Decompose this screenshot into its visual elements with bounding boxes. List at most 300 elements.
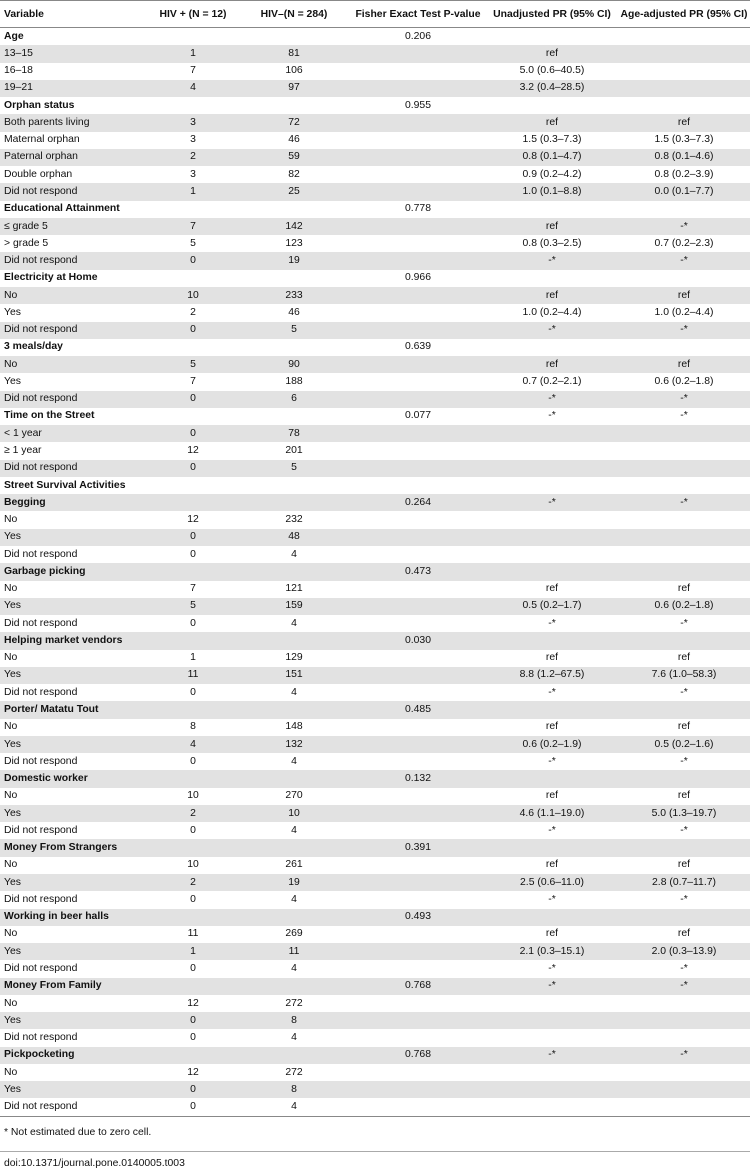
cell-p-value	[350, 356, 486, 373]
table-row	[0, 252, 750, 269]
cell-age-adjusted-pr	[618, 97, 750, 114]
table-row	[0, 943, 750, 960]
table-row	[0, 442, 750, 459]
cell-hiv-positive	[148, 770, 238, 787]
cell-hiv-positive: 0	[148, 322, 238, 339]
cell-variable: Orphan status	[4, 99, 75, 111]
cell-unadjusted-pr: -*	[486, 978, 618, 995]
table-row	[0, 356, 750, 373]
cell-age-adjusted-pr	[618, 28, 750, 46]
cell-variable: No	[4, 997, 18, 1009]
cell-hiv-negative: 272	[285, 1066, 303, 1078]
header-unadjusted-pr: Unadjusted PR (95% CI)	[486, 1, 618, 28]
table-row	[0, 753, 750, 770]
cell-variable: Did not respond	[0, 322, 148, 339]
table-row	[0, 149, 750, 166]
table-row-heading	[0, 978, 750, 995]
cell-hiv-negative	[238, 270, 350, 287]
cell-p-value	[350, 373, 486, 390]
cell-p-value: 0.493	[350, 909, 486, 926]
cell-age-adjusted-pr: 0.6 (0.2–1.8)	[654, 375, 714, 387]
table-row	[0, 373, 750, 390]
cell-variable: Money From Strangers	[0, 839, 148, 856]
header-age-adjusted-pr: Age-adjusted PR (95% CI)	[618, 1, 750, 28]
cell-hiv-positive: 1	[190, 652, 196, 664]
cell-variable: 19–21	[0, 80, 148, 97]
cell-unadjusted-pr: ref	[545, 790, 559, 802]
cell-unadjusted-pr	[486, 1064, 618, 1081]
cell-age-adjusted-pr	[618, 201, 750, 218]
cell-variable: Yes	[0, 1012, 148, 1029]
cell-age-adjusted-pr: 1.5 (0.3–7.3)	[654, 134, 714, 146]
doi-text: doi:10.1371/journal.pone.0140005.t003	[4, 1157, 185, 1169]
cell-unadjusted-pr: ref	[545, 652, 559, 664]
table-row-heading	[0, 339, 750, 356]
cell-hiv-negative	[238, 339, 350, 356]
cell-hiv-negative: 5	[238, 322, 350, 339]
cell-p-value	[350, 1081, 486, 1098]
cell-hiv-positive: 1	[148, 45, 238, 62]
table-row	[0, 1081, 750, 1098]
cell-variable: Did not respond	[4, 548, 78, 560]
cell-hiv-positive: 3	[190, 168, 196, 180]
cell-p-value	[350, 943, 486, 960]
cell-unadjusted-pr	[486, 1081, 618, 1098]
cell-hiv-negative	[238, 563, 350, 580]
cell-p-value	[350, 615, 486, 632]
cell-hiv-negative: 4	[291, 1032, 297, 1044]
cell-unadjusted-pr	[486, 97, 618, 114]
cell-hiv-negative	[238, 97, 350, 114]
cell-p-value: 0.391	[350, 839, 486, 856]
cell-hiv-positive: 0	[148, 391, 238, 408]
table-row-heading	[0, 632, 750, 649]
table-row	[0, 218, 750, 235]
cell-variable: Domestic worker	[0, 770, 148, 787]
cell-p-value	[350, 252, 486, 269]
cell-hiv-positive: 1	[148, 183, 238, 200]
cell-variable: Did not respond	[0, 391, 148, 408]
cell-age-adjusted-pr	[618, 1098, 750, 1116]
cell-age-adjusted-pr: ref	[677, 583, 691, 595]
table-row	[0, 1098, 750, 1116]
cell-hiv-positive: 3	[148, 114, 238, 131]
cell-unadjusted-pr	[486, 1012, 618, 1029]
cell-hiv-negative: 132	[238, 736, 350, 753]
cell-hiv-positive	[148, 563, 238, 580]
cell-p-value	[350, 598, 486, 615]
cell-p-value	[350, 442, 486, 459]
cell-variable: Did not respond	[0, 460, 148, 477]
cell-hiv-negative	[238, 770, 350, 787]
cell-hiv-positive: 10	[148, 287, 238, 304]
table-row	[0, 788, 750, 805]
cell-unadjusted-pr: 3.2 (0.4–28.5)	[486, 80, 618, 97]
cell-variable: No	[4, 928, 18, 940]
cell-p-value	[350, 1012, 486, 1029]
cell-hiv-positive: 0	[148, 252, 238, 269]
cell-age-adjusted-pr: -*	[680, 962, 688, 974]
cell-hiv-positive: 0	[190, 893, 196, 905]
table-row	[0, 822, 750, 839]
cell-age-adjusted-pr: -*	[680, 824, 688, 836]
cell-p-value	[350, 287, 486, 304]
cell-p-value: 0.030	[350, 632, 486, 649]
table-row-heading	[0, 909, 750, 926]
cell-unadjusted-pr	[486, 1029, 618, 1046]
cell-hiv-positive: 3	[190, 134, 196, 146]
cell-p-value: 0.778	[404, 203, 431, 215]
cell-variable: 13–15	[0, 45, 148, 62]
cell-age-adjusted-pr: -*	[680, 893, 688, 905]
cell-unadjusted-pr: ref	[545, 928, 559, 940]
cell-hiv-positive: 2	[190, 306, 196, 318]
cell-unadjusted-pr: 8.8 (1.2–67.5)	[486, 667, 618, 684]
cell-age-adjusted-pr: 0.5 (0.2–1.6)	[618, 736, 750, 753]
cell-p-value: 0.206	[404, 30, 431, 42]
cell-variable: Yes	[0, 598, 148, 615]
cell-age-adjusted-pr	[618, 442, 750, 459]
cell-unadjusted-pr: ref	[486, 356, 618, 373]
cell-unadjusted-pr	[486, 770, 618, 787]
cell-unadjusted-pr	[486, 1098, 618, 1116]
cell-unadjusted-pr: ref	[486, 218, 618, 235]
cell-hiv-negative: 142	[238, 218, 350, 235]
cell-variable: Helping market vendors	[0, 632, 148, 649]
cell-p-value: 0.485	[350, 701, 486, 718]
cell-hiv-negative: 97	[238, 80, 350, 97]
cell-age-adjusted-pr: 2.0 (0.3–13.9)	[618, 943, 750, 960]
cell-hiv-negative: 123	[285, 237, 303, 249]
cell-unadjusted-pr: -*	[548, 755, 556, 767]
table-row-heading	[0, 839, 750, 856]
cell-variable: Yes	[0, 874, 148, 891]
cell-age-adjusted-pr: -*	[618, 252, 750, 269]
table-row-heading	[0, 563, 750, 580]
table-row-heading	[0, 494, 750, 511]
cell-unadjusted-pr: -*	[548, 686, 556, 698]
cell-hiv-negative: 4	[291, 686, 297, 698]
cell-age-adjusted-pr	[618, 1081, 750, 1098]
cell-p-value	[350, 1098, 486, 1116]
cell-hiv-positive: 0	[148, 460, 238, 477]
cell-unadjusted-pr: 2.1 (0.3–15.1)	[486, 943, 618, 960]
cell-unadjusted-pr: 0.6 (0.2–1.9)	[486, 736, 618, 753]
cell-variable: Did not respond	[4, 824, 78, 836]
cell-p-value: 0.955	[404, 99, 431, 111]
cell-age-adjusted-pr	[618, 1064, 750, 1081]
table-row	[0, 391, 750, 408]
cell-unadjusted-pr	[486, 270, 618, 287]
cell-variable: Age	[4, 30, 24, 42]
cell-variable: > grade 5	[4, 237, 49, 249]
cell-unadjusted-pr: 0.9 (0.2–4.2)	[522, 168, 582, 180]
cell-variable: No	[0, 287, 148, 304]
cell-variable: Did not respond	[4, 617, 78, 629]
cell-age-adjusted-pr: 0.8 (0.1–4.6)	[618, 149, 750, 166]
table-row-heading	[0, 770, 750, 787]
cell-p-value: 0.768	[350, 978, 486, 995]
cell-unadjusted-pr: -*	[548, 617, 556, 629]
cell-unadjusted-pr: 0.7 (0.2–2.1)	[522, 375, 582, 387]
cell-variable: Begging	[0, 494, 148, 511]
cell-hiv-positive	[148, 201, 238, 218]
table-row	[0, 63, 750, 80]
cell-age-adjusted-pr	[618, 1012, 750, 1029]
cell-hiv-positive: 11	[148, 667, 238, 684]
cell-p-value	[350, 425, 486, 442]
cell-p-value	[350, 460, 486, 477]
cell-unadjusted-pr: ref	[486, 114, 618, 131]
table-row	[0, 684, 750, 701]
cell-age-adjusted-pr	[618, 839, 750, 856]
cell-unadjusted-pr	[486, 839, 618, 856]
cell-hiv-negative: 8	[238, 1012, 350, 1029]
cell-hiv-negative: 25	[238, 183, 350, 200]
cell-p-value	[350, 391, 486, 408]
cell-p-value	[350, 667, 486, 684]
cell-variable: Both parents living	[0, 114, 148, 131]
cell-hiv-positive	[148, 408, 238, 425]
cell-p-value	[350, 235, 486, 252]
table-row-heading	[0, 408, 750, 425]
cell-unadjusted-pr	[486, 477, 618, 494]
cell-variable: Pickpocketing	[0, 1047, 148, 1064]
cell-unadjusted-pr	[486, 546, 618, 563]
cell-unadjusted-pr	[486, 339, 618, 356]
cell-hiv-positive	[148, 339, 238, 356]
cell-hiv-negative: 5	[238, 460, 350, 477]
table-row	[0, 322, 750, 339]
table-row	[0, 1012, 750, 1029]
cell-variable: No	[4, 790, 18, 802]
cell-hiv-negative: 19	[238, 874, 350, 891]
cell-hiv-negative: 129	[285, 652, 303, 664]
cell-hiv-negative: 4	[291, 824, 297, 836]
cell-hiv-negative: 59	[238, 149, 350, 166]
cell-hiv-negative: 201	[285, 445, 303, 456]
cell-hiv-positive: 0	[190, 824, 196, 836]
cell-hiv-negative	[238, 839, 350, 856]
cell-hiv-positive: 0	[190, 1032, 196, 1044]
table-row-heading	[0, 270, 750, 287]
table-row-heading	[0, 477, 750, 494]
cell-unadjusted-pr: ref	[486, 287, 618, 304]
table-row	[0, 425, 750, 442]
table-row	[0, 529, 750, 546]
table-row	[0, 736, 750, 753]
cell-variable: No	[4, 1066, 18, 1078]
cell-hiv-negative: 48	[238, 529, 350, 546]
cell-p-value: 0.264	[350, 494, 486, 511]
table-row-heading	[0, 701, 750, 718]
cell-hiv-positive: 0	[148, 529, 238, 546]
cell-variable: No	[4, 514, 18, 526]
header-fisher-p: Fisher Exact Test P-value	[350, 1, 486, 28]
cell-unadjusted-pr	[486, 201, 618, 218]
cell-hiv-negative: 4	[238, 1098, 350, 1116]
cell-hiv-positive: 2	[148, 874, 238, 891]
cell-unadjusted-pr: 2.5 (0.6–11.0)	[486, 874, 618, 891]
cell-hiv-negative: 72	[238, 114, 350, 131]
cell-hiv-positive: 7	[190, 375, 196, 387]
cell-variable: Yes	[0, 667, 148, 684]
table-row	[0, 511, 750, 528]
cell-hiv-positive: 7	[190, 583, 196, 595]
cell-age-adjusted-pr: ref	[677, 859, 691, 871]
cell-unadjusted-pr: 1.0 (0.1–8.8)	[486, 183, 618, 200]
cell-p-value	[350, 960, 486, 977]
cell-hiv-positive	[148, 909, 238, 926]
header-hiv-negative: HIV–(N = 284)	[238, 1, 350, 28]
cell-unadjusted-pr: 0.8 (0.3–2.5)	[522, 237, 582, 249]
cell-p-value	[350, 788, 486, 805]
cell-hiv-positive: 7	[190, 65, 196, 77]
cell-hiv-negative: 19	[238, 252, 350, 269]
cell-hiv-positive	[148, 477, 238, 494]
cell-age-adjusted-pr	[618, 995, 750, 1012]
cell-hiv-positive: 1	[148, 943, 238, 960]
cell-hiv-negative	[238, 978, 350, 995]
cell-p-value	[350, 183, 486, 200]
cell-unadjusted-pr: 0.8 (0.1–4.7)	[486, 149, 618, 166]
cell-age-adjusted-pr	[618, 701, 750, 718]
cell-age-adjusted-pr	[618, 529, 750, 546]
cell-hiv-positive: 12	[187, 445, 199, 456]
cell-hiv-negative: 106	[285, 65, 303, 77]
cell-age-adjusted-pr: ref	[618, 356, 750, 373]
cell-hiv-negative: 269	[285, 928, 303, 940]
cell-age-adjusted-pr: -*	[680, 686, 688, 698]
cell-hiv-negative: 272	[285, 997, 303, 1009]
cell-variable: Time on the Street	[4, 410, 95, 422]
cell-hiv-negative: 6	[238, 391, 350, 408]
table-row-heading	[0, 201, 750, 218]
table-row	[0, 926, 750, 943]
cell-p-value	[350, 529, 486, 546]
table-row	[0, 114, 750, 131]
table-row	[0, 995, 750, 1012]
cell-variable: Did not respond	[4, 893, 78, 905]
cell-p-value	[350, 995, 486, 1012]
cell-age-adjusted-pr: 0.7 (0.2–2.3)	[654, 237, 714, 249]
cell-hiv-negative: 232	[285, 514, 303, 526]
table-row	[0, 235, 750, 252]
cell-variable: No	[4, 652, 18, 664]
cell-hiv-negative	[238, 701, 350, 718]
cell-unadjusted-pr	[486, 28, 618, 46]
cell-variable: Street Survival Activities	[4, 479, 126, 491]
cell-p-value	[350, 874, 486, 891]
cell-p-value: 0.077	[404, 410, 431, 422]
cell-age-adjusted-pr	[618, 80, 750, 97]
cell-hiv-negative: 261	[285, 859, 303, 871]
cell-hiv-negative: 188	[285, 375, 303, 387]
table-row	[0, 960, 750, 977]
cell-p-value	[350, 684, 486, 701]
cell-p-value	[350, 891, 486, 908]
table-row	[0, 1029, 750, 1046]
cell-variable: No	[4, 721, 18, 733]
header-row	[0, 1, 750, 28]
cell-unadjusted-pr: -*	[548, 962, 556, 974]
cell-hiv-positive	[148, 28, 238, 46]
cell-variable: Yes	[0, 1081, 148, 1098]
table-row	[0, 615, 750, 632]
cell-age-adjusted-pr: ref	[677, 790, 691, 802]
table-body	[0, 28, 750, 1117]
cell-hiv-positive: 7	[148, 218, 238, 235]
cell-hiv-negative: 82	[288, 168, 300, 180]
table-row	[0, 891, 750, 908]
table-header	[0, 1, 750, 28]
cell-unadjusted-pr	[486, 701, 618, 718]
table-row	[0, 581, 750, 598]
cell-age-adjusted-pr	[618, 632, 750, 649]
table-row	[0, 132, 750, 149]
cell-unadjusted-pr	[486, 529, 618, 546]
cell-hiv-negative: 11	[238, 943, 350, 960]
cell-age-adjusted-pr: ref	[677, 652, 691, 664]
cell-age-adjusted-pr: -*	[618, 322, 750, 339]
cell-variable: Yes	[0, 943, 148, 960]
cell-hiv-negative: 4	[291, 548, 297, 560]
cell-hiv-positive: 0	[190, 686, 196, 698]
cell-p-value	[350, 114, 486, 131]
cell-age-adjusted-pr: 0.6 (0.2–1.8)	[618, 598, 750, 615]
cell-unadjusted-pr: -*	[548, 824, 556, 836]
cell-p-value: 0.768	[350, 1047, 486, 1064]
cell-variable: Paternal orphan	[0, 149, 148, 166]
cell-p-value	[350, 805, 486, 822]
cell-unadjusted-pr	[486, 995, 618, 1012]
cell-variable: Did not respond	[4, 962, 78, 974]
cell-p-value	[350, 1029, 486, 1046]
cell-variable: Maternal orphan	[4, 134, 80, 146]
cell-unadjusted-pr: 4.6 (1.1–19.0)	[486, 805, 618, 822]
cell-unadjusted-pr	[486, 909, 618, 926]
cell-p-value	[350, 218, 486, 235]
cell-variable: No	[4, 859, 18, 871]
cell-hiv-positive: 5	[190, 237, 196, 249]
cell-age-adjusted-pr: -*	[618, 218, 750, 235]
cell-hiv-negative	[238, 408, 350, 425]
cell-hiv-positive: 8	[190, 721, 196, 733]
cell-age-adjusted-pr	[618, 770, 750, 787]
cell-age-adjusted-pr: -*	[680, 755, 688, 767]
cell-p-value	[350, 132, 486, 149]
cell-hiv-positive: 0	[148, 1081, 238, 1098]
cell-hiv-positive	[148, 632, 238, 649]
cell-hiv-positive: 2	[148, 149, 238, 166]
cell-unadjusted-pr: ref	[486, 45, 618, 62]
cell-p-value	[350, 926, 486, 943]
table-row	[0, 598, 750, 615]
cell-unadjusted-pr	[486, 511, 618, 528]
cell-variable: Yes	[4, 306, 21, 318]
cell-hiv-positive: 0	[190, 962, 196, 974]
cell-hiv-positive: 4	[148, 736, 238, 753]
cell-age-adjusted-pr	[618, 339, 750, 356]
cell-p-value	[350, 581, 486, 598]
table-row	[0, 874, 750, 891]
cell-hiv-positive: 0	[190, 755, 196, 767]
table-row	[0, 719, 750, 736]
cell-hiv-negative: 4	[291, 755, 297, 767]
cell-age-adjusted-pr: 7.6 (1.0–58.3)	[618, 667, 750, 684]
cell-hiv-negative: 78	[238, 425, 350, 442]
cell-p-value	[350, 477, 486, 494]
